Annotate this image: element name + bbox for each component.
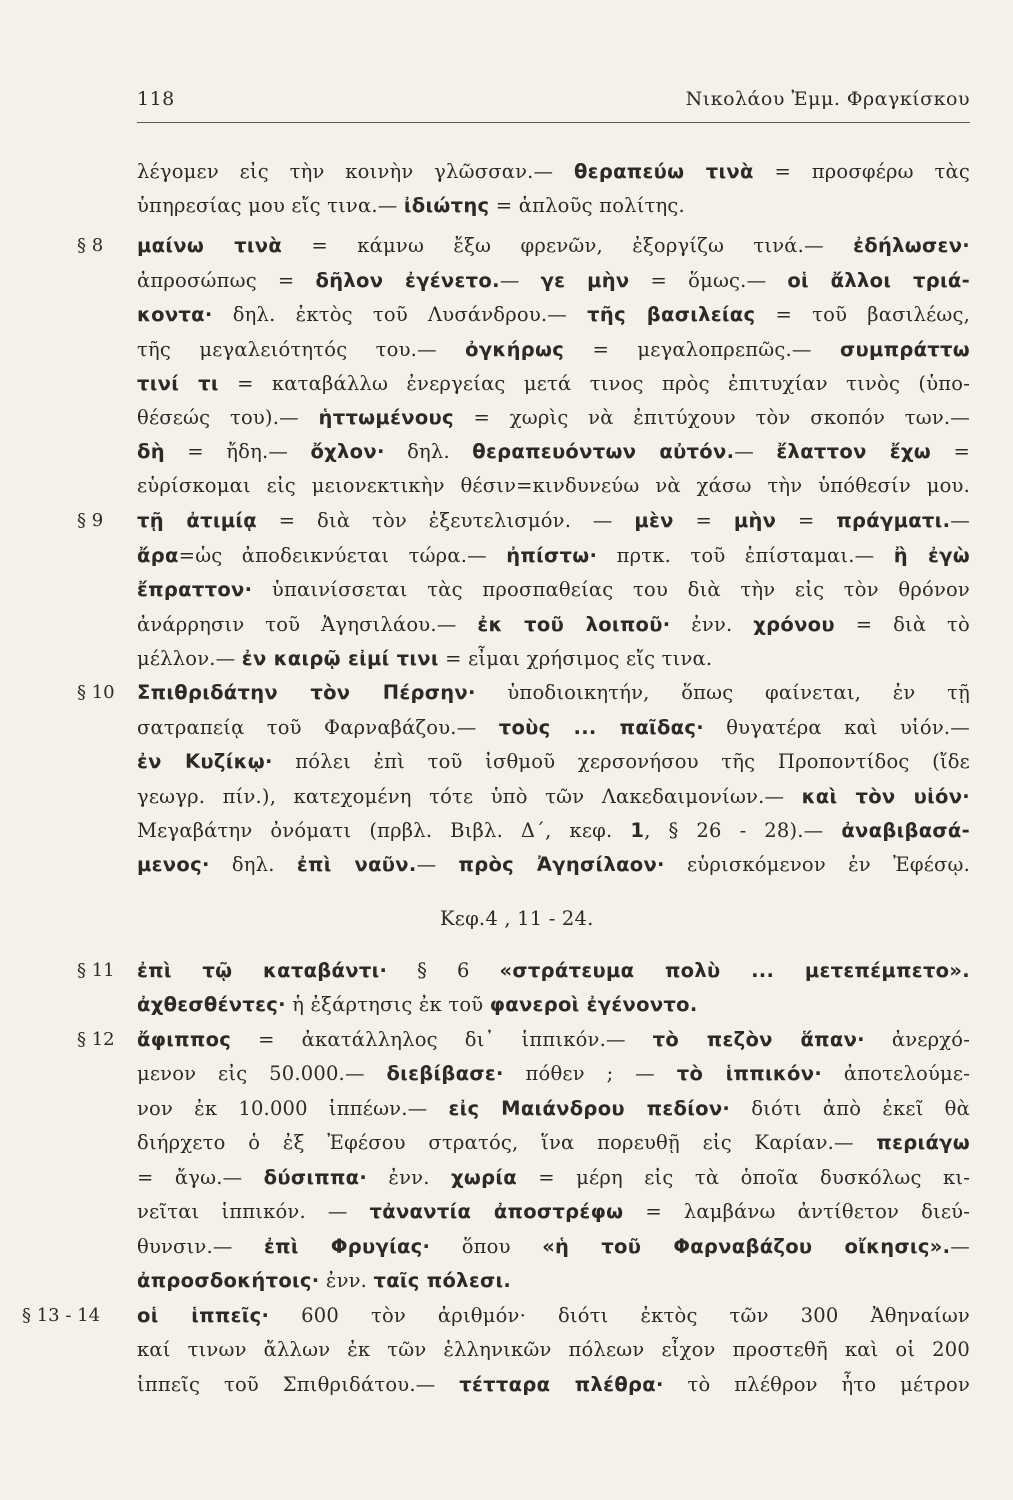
lemma: ἐκ τοῦ λοιποῦ· (477, 613, 671, 636)
text-line (137, 1127, 970, 1159)
lemma: ἀναβιβασά- (841, 819, 971, 842)
gloss: πόλει ἐπὶ τοῦ ἰσθμοῦ χερσονήσου τῆς Προποντίδος (ἴδε (272, 750, 970, 773)
gloss: ὅπου (430, 1235, 543, 1258)
lemma: πράγματι. (836, 509, 951, 532)
lemma: ἐν Κυζίκῳ· (137, 750, 273, 773)
text-line (137, 609, 970, 641)
text-line (137, 1196, 970, 1228)
lemma: συμπράττω (839, 338, 971, 361)
gloss: = τοῦ βασιλέως, (755, 303, 970, 326)
gloss: ὑποδιοικητήν, ὅπως φαίνεται, ἐν τῇ (475, 681, 970, 704)
lemma: θεραπευόντων αὐτόν. (472, 440, 735, 463)
section-number: § 11 (77, 960, 115, 981)
lemma: ἐπὶ ναῦν. (296, 853, 417, 876)
running-title: Νικολάου Ἐμμ. Φραγκίσκου (685, 88, 970, 110)
gloss: = καταβάλλω ἐνεργείας μετά τινος πρὸς ἐπιτυχίαν τινὸς (ὑπο- (218, 372, 970, 395)
gloss: = (931, 440, 970, 463)
text-line (137, 955, 970, 987)
lemma: τἀναντία ἀποστρέφω (369, 1200, 624, 1223)
gloss: μέλλον.— (137, 647, 242, 670)
gloss: θυγατέρα καὶ υἱόν.— (703, 716, 970, 739)
section-number: § 8 (77, 235, 104, 256)
gloss: δηλ. ἐκτὸς τοῦ Λυσάνδρου.— (212, 303, 588, 326)
gloss: γεωγρ. πίν.), κατεχομένη τότε ὑπὸ τῶν Λακεδαιμονίων.— (137, 785, 802, 808)
text-line (137, 1334, 970, 1366)
gloss: πόθεν ; — (503, 1062, 677, 1085)
gloss: = ἁπλοῦς πολίτης. (489, 194, 685, 217)
text-line (137, 1369, 970, 1401)
lemma: ταῖς πόλεσι. (373, 1269, 512, 1292)
lemma: ἄφιππος (137, 1028, 232, 1051)
text-line (137, 265, 970, 297)
lemma: ἢ ἐγὼ (893, 544, 970, 567)
gloss: ἡ ἐξάρτησις ἐκ τοῦ (285, 993, 490, 1016)
lemma: χωρία (450, 1166, 517, 1189)
lemma: ἔπραττον· (137, 578, 253, 601)
gloss: — (734, 440, 777, 463)
gloss: διότι ἀπὸ ἐκεῖ θὰ (730, 1097, 970, 1120)
lemma: τῇ ἀτιμίᾳ (137, 509, 257, 532)
section-number: § 9 (77, 510, 104, 531)
gloss: νον ἐκ 10.000 ἱππέων.— (137, 1097, 449, 1120)
lemma: κοντα· (137, 303, 213, 326)
page-header (137, 88, 970, 123)
lemma: τινί τι (137, 372, 219, 395)
gloss: σατραπείᾳ τοῦ Φαρναβάζου.— (137, 716, 499, 739)
text-line (137, 436, 970, 468)
gloss: — (499, 269, 541, 292)
section-number: § 13 - 14 (22, 1305, 101, 1326)
text-line (137, 470, 970, 502)
lemma: δῆλον ἐγένετο. (315, 269, 500, 292)
gloss: ἐνν. (319, 1269, 374, 1292)
lemma: «ἡ τοῦ Φαρναβάζου οἴκησις». (542, 1235, 951, 1258)
lemma: τέτταρα πλέθρα· (459, 1373, 664, 1396)
gloss: = μέρη εἰς τὰ ὁποῖα δυσκόλως κι- (516, 1166, 971, 1189)
lemma: πρὸς Ἀγησίλαον· (458, 853, 665, 876)
gloss: εὑρισκόμενον ἐν Ἐφέσῳ. (664, 853, 971, 876)
text-line (137, 1093, 970, 1125)
gloss: καί τινων ἄλλων ἐκ τῶν ἑλληνικῶν πόλεων εἶχον προστεθῆ καὶ οἱ 200 (137, 1338, 970, 1361)
gloss: = ἤδη.— (164, 440, 311, 463)
gloss: διήρχετο ὁ ἐξ Ἐφέσου στρατός, ἵνα πορευθῇ εἰς Καρίαν.— (137, 1131, 877, 1154)
gloss: μενον εἰς 50.000.— (137, 1062, 387, 1085)
gloss: νεῖται ἱππικόν. — (137, 1200, 370, 1223)
gloss: = λαμβάνω ἀντίθετον διεύ- (623, 1200, 971, 1223)
text-line (137, 712, 970, 744)
lemma: μαίνω τινὰ (137, 234, 283, 257)
text-line (137, 781, 970, 813)
lemma: οἱ ἱππεῖς· (137, 1304, 270, 1327)
gloss: = προσφέρω τὰς (753, 160, 970, 183)
gloss: § 6 (387, 959, 500, 982)
lemma: ἄρα (137, 544, 179, 567)
text-line (137, 989, 970, 1021)
gloss: ἀποτελούμε- (822, 1062, 970, 1085)
lemma: ἐδήλωσεν· (853, 234, 970, 257)
lemma: τοὺς ... παῖδας· (498, 716, 704, 739)
gloss: ἀνάρρησιν τοῦ Ἀγησιλάου.— (137, 613, 478, 636)
gloss: δηλ. (209, 853, 297, 876)
lemma: Σπιθριδάτην τὸν Πέρσην· (137, 681, 476, 704)
text-line (137, 574, 970, 606)
gloss: =ὡς ἀποδεικνύεται τώρα.— (178, 544, 507, 567)
gloss: τὸ πλέθρον ἦτο μέτρον (663, 1373, 970, 1396)
lemma: ἐπὶ τῷ καταβάντι· (137, 959, 388, 982)
text-line (137, 540, 970, 572)
text-line (137, 849, 970, 881)
gloss: τῆς μεγαλειότητός του.— (137, 338, 466, 361)
section-number: § 12 (77, 1029, 115, 1050)
text-line (137, 1024, 970, 1056)
gloss: = μεγαλοπρεπῶς.— (564, 338, 840, 361)
text-line (137, 505, 970, 537)
text-line (137, 643, 970, 675)
text-line (137, 1300, 970, 1332)
lemma: μενος· (137, 853, 210, 876)
lemma: γε μὴν (540, 269, 630, 292)
lemma: ἰδιώτης (403, 194, 490, 217)
lemma: δὴ (137, 440, 165, 463)
text-line (137, 368, 970, 400)
lemma: τῆς βασιλείας (587, 303, 756, 326)
gloss: , § 26 - 28).— (644, 819, 842, 842)
lemma: δύσιππα· (263, 1166, 368, 1189)
gloss: = χωρὶς νὰ ἐπιτύχουν τὸν σκοπόν των.— (453, 406, 970, 429)
lemma: ἐν καιρῷ εἰμί τινι (241, 647, 439, 670)
text-line (137, 746, 970, 778)
text-line (137, 230, 970, 262)
gloss: — (416, 853, 459, 876)
text-line (137, 402, 970, 434)
gloss: = ὅμως.— (629, 269, 788, 292)
gloss: ἐνν. (367, 1166, 451, 1189)
gloss: ἐνν. (670, 613, 754, 636)
text-line (137, 677, 970, 709)
lemma: εἰς Μαιάνδρου πεδίον· (448, 1097, 731, 1120)
lemma: φανεροὶ ἐγένοντο. (489, 993, 698, 1016)
text-line (137, 1231, 970, 1263)
lemma: περιάγω (876, 1131, 970, 1154)
lemma: ὄχλον· (310, 440, 385, 463)
lemma: χρόνου (753, 613, 835, 636)
gloss: ἱππεῖς τοῦ Σπιθριδάτου.— (137, 1373, 460, 1396)
gloss: = κάμνω ἔξω φρενῶν, ἐξοργίζω τινά.— (282, 234, 854, 257)
lemma: τὸ πεζὸν ἅπαν· (652, 1028, 865, 1051)
lemma: διεβίβασε· (386, 1062, 504, 1085)
page-number: 118 (137, 88, 175, 110)
lemma: ἠπίστω· (506, 544, 598, 567)
text-line (137, 815, 970, 847)
gloss: θυνσιν.— (137, 1235, 264, 1258)
gloss: δηλ. (384, 440, 473, 463)
gloss: = διὰ τὸ (834, 613, 970, 636)
gloss: ὑπηρεσίας μου εἴς τινα.— (137, 194, 404, 217)
gloss: — (950, 509, 970, 532)
text-line (137, 1162, 970, 1194)
gloss: = διὰ τὸν ἐξευτελισμόν. — (256, 509, 635, 532)
gloss: = (776, 509, 837, 532)
text-line (137, 190, 970, 222)
lemma: ἔλαττον ἔχω (776, 440, 932, 463)
text-line (137, 334, 970, 366)
gloss: 600 τὸν ἀριθμόν· διότι ἐκτὸς τῶν 300 Ἀθηναίων (269, 1304, 970, 1327)
lemma: ἀπροσδοκήτοις· (137, 1269, 320, 1292)
text-line (137, 1058, 970, 1090)
gloss: λέγομεν εἰς τὴν κοινὴν γλῶσσαν.— (137, 160, 574, 183)
gloss: Μεγαβάτην ὀνόματι (πρβλ. Βιβλ. Δ΄, κεφ. (137, 819, 631, 842)
lemma: ὀγκήρως (465, 338, 565, 361)
lemma: τὸ ἱππικόν· (676, 1062, 823, 1085)
lemma: ἡττωμένους (318, 406, 454, 429)
gloss: πρτκ. τοῦ ἐπίσταμαι.— (597, 544, 894, 567)
gloss: εὑρίσκομαι εἰς μειονεκτικὴν θέσιν=κινδυνεύω νὰ χάσω τὴν ὑπόθεσίν μου. (137, 474, 970, 497)
chapter-reference (440, 903, 740, 935)
lemma: καὶ τὸν υἱόν· (801, 785, 970, 808)
gloss: = ἀκατάλληλος δι᾽ ἱππικόν.— (231, 1028, 653, 1051)
lemma: μὲν (634, 509, 674, 532)
gloss: θέσεώς του).— (137, 406, 319, 429)
lemma: «στράτευμα πολὺ ... μετεπέμπετο». (499, 959, 970, 982)
lemma: θεραπεύω τινὰ (573, 160, 754, 183)
text-line (137, 1265, 970, 1297)
text-line (137, 156, 970, 188)
gloss: ὑπαινίσσεται τὰς προσπαθείας του διὰ τὴν εἰς τὸν θρόνον (252, 578, 970, 601)
lemma: οἱ ἄλλοι τριά- (787, 269, 970, 292)
text-line (137, 299, 970, 331)
gloss: ἀπροσώπως = (137, 269, 316, 292)
section-number: § 10 (77, 682, 115, 703)
gloss: = (673, 509, 734, 532)
lemma: 1 (630, 819, 645, 842)
gloss: ἀνερχό- (864, 1028, 970, 1051)
gloss: — (950, 1235, 970, 1258)
gloss: = εἶμαι χρήσιμος εἴς τινα. (438, 647, 713, 670)
lemma: ἐπὶ Φρυγίας· (264, 1235, 431, 1258)
lemma: ἀχθεσθέντες· (137, 993, 286, 1016)
gloss: Κεφ.4 , 11 - 24. (440, 907, 594, 930)
gloss: = ἄγω.— (137, 1166, 264, 1189)
lemma: μὴν (733, 509, 777, 532)
